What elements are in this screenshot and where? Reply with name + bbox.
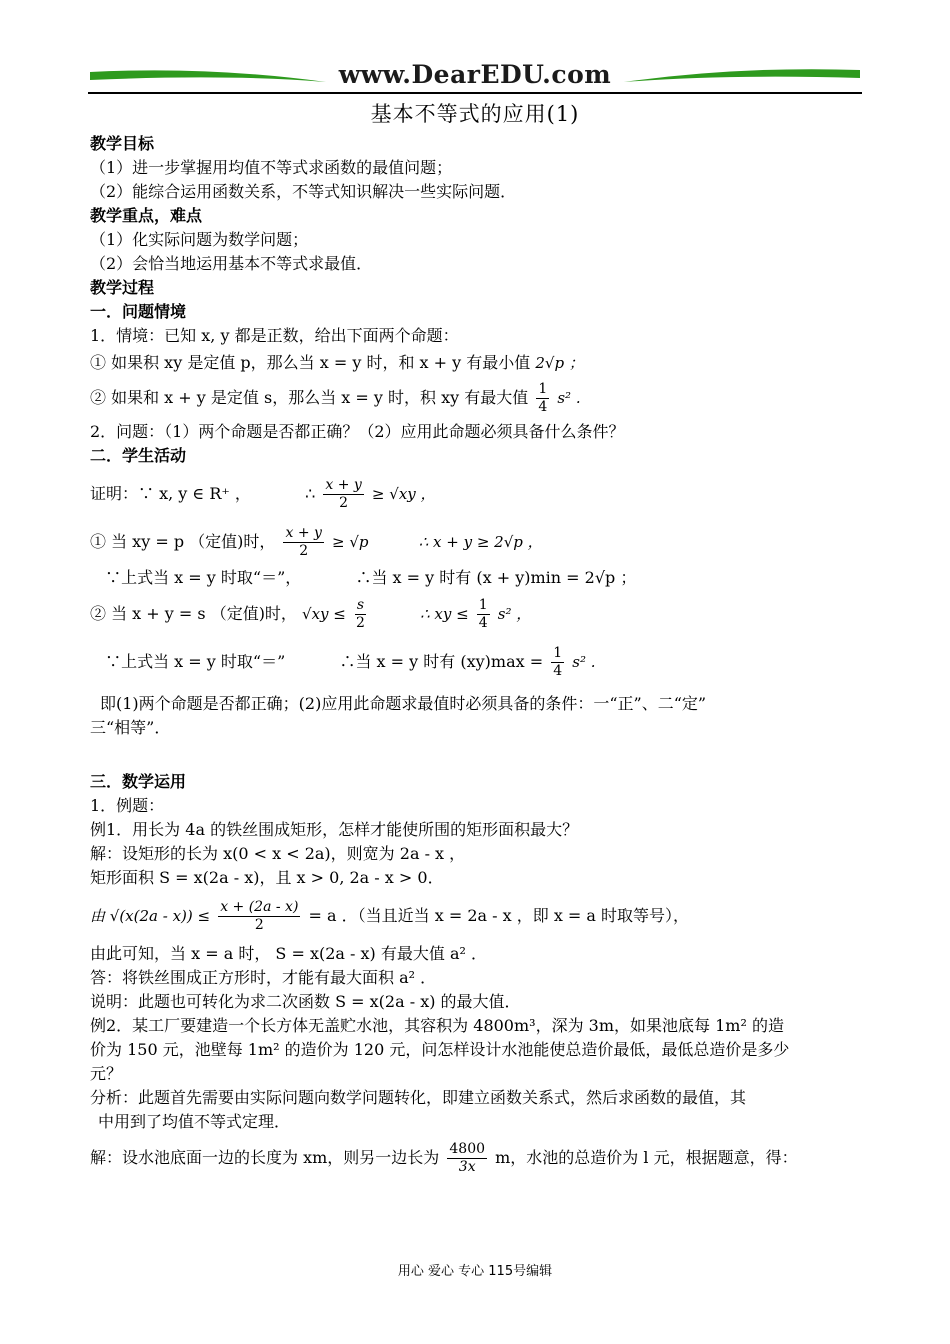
goal-item: （1）进一步掌握用均值不等式求函数的最值问题； <box>90 158 453 177</box>
proposition-1-value: 2√p ； <box>535 354 584 372</box>
section2-heading: 二．学生活动 <box>90 446 187 465</box>
numerator: s <box>356 597 364 613</box>
proof-line <box>90 474 860 514</box>
page-title: 基本不等式的应用(1) <box>370 102 580 126</box>
fraction <box>354 597 367 632</box>
numerator: 1 <box>538 381 548 397</box>
example-2-line: 元？ <box>90 1064 123 1083</box>
main-content <box>90 100 860 1178</box>
solution-line: 解：设矩形的长为 x(0 < x < 2a)，则宽为 2a - x ， <box>90 844 466 863</box>
numerator: x + y <box>325 477 362 493</box>
case-1-result: ∴ x + y ≥ 2√p ， <box>418 533 543 551</box>
case-1-inequality: ≥ √p <box>332 533 369 551</box>
case-2-result-tail: s² ， <box>497 605 532 623</box>
goal-item: （2）能综合运用函数关系，不等式知识解决一些实际问题． <box>90 182 517 201</box>
denominator: 2 <box>299 543 309 559</box>
proof-premise: 证明：∵ x, y ∈ R⁺ ， <box>90 484 251 503</box>
solution-inequality <box>90 896 860 936</box>
example-1: 例1．用长为 4a 的铁丝围成矩形，怎样才能使所围的矩形面积最大？ <box>90 820 579 839</box>
section3-heading: 三．数学运用 <box>90 772 187 791</box>
example-2-line: 价为 150 元，池壁每 1m² 的造价为 120 元，问怎样设计水池能使总造价最低，最低总造价是多少 <box>90 1040 790 1059</box>
case-2-equality-condition: ∵上式当 x = y 时取“＝” <box>105 652 286 671</box>
keypoint-item: （1）化实际问题为数学问题； <box>90 230 309 249</box>
page-footer: 用心 爱心 专心 115号编辑 <box>397 1264 553 1279</box>
numerator: x + y <box>285 525 322 541</box>
numerator: 1 <box>553 645 563 661</box>
proposition-2-text: ② 如果和 x + y 是定值 s，那么当 x = y 时，积 xy 有最大值 <box>90 388 529 407</box>
denominator: 2 <box>355 615 365 631</box>
remark-line: 说明：此题也可转化为求二次函数 S = x(2a - x) 的最大值． <box>90 992 521 1011</box>
solution-text: 解：设水池底面一边的长度为 xm，则另一边长为 <box>90 1148 440 1167</box>
case-2-maximum-tail: s² . <box>572 653 596 671</box>
fraction <box>536 381 549 416</box>
answer-line: 答：将铁丝围成正方形时，才能有最大面积 a² ． <box>90 968 437 987</box>
case-2-result: ∴ xy ≤ <box>420 605 469 623</box>
solution-line: 矩形面积 S = x(2a - x)，且 x > 0, 2a - x > 0． <box>90 868 444 887</box>
conclusion-line-1: 即(1)两个命题是否都正确；(2)应用此命题求最值时必须具备的条件：一“正”、二“定” <box>100 694 707 713</box>
section1-heading: 一．问题情境 <box>90 302 187 321</box>
denominator: 4 <box>478 615 488 631</box>
proof-conclusion: ≥ √xy ， <box>371 485 436 503</box>
inequality-right: = a ．（当且近当 x = 2a - x ，即 x = a 时取等号）， <box>308 906 690 925</box>
fraction <box>218 899 300 934</box>
denominator: 2 <box>254 917 264 933</box>
case-2-maximum: ∴当 x = y 时有 (xy)max = <box>339 652 544 671</box>
goals-heading: 教学目标 <box>90 134 155 153</box>
denominator: 3x <box>458 1159 476 1175</box>
fraction <box>447 1141 487 1176</box>
case-1-equality-condition: ∵上式当 x = y 时取“＝”， <box>105 568 302 587</box>
case-1-condition: ① 当 xy = p （定值)时， <box>90 532 276 551</box>
case-1-equality <box>90 562 860 594</box>
denominator: 4 <box>538 399 548 415</box>
numerator: 1 <box>478 597 488 613</box>
case-2-line <box>90 594 860 634</box>
case-2-equality <box>90 642 860 682</box>
example-2-solution <box>90 1138 860 1178</box>
solution-text-tail: m，水池的总造价为 l 元，根据题意，得： <box>495 1148 798 1167</box>
proposition-1 <box>90 348 860 378</box>
denominator: 2 <box>339 495 349 511</box>
case-1-line <box>90 522 860 562</box>
numerator: 4800 <box>449 1141 486 1157</box>
analysis-line: 中用到了均值不等式定理． <box>98 1112 291 1131</box>
example-2-line: 例2．某工厂要建造一个长方体无盖贮水池，其容积为 4800m³，深为 3m，如果池底每 1m² 的造 <box>90 1016 784 1035</box>
analysis-line: 分析：此题首先需要由实际问题向数学问题转化，即建立函数关系式，然后求函数的最值，其 <box>90 1088 747 1107</box>
solution-line: 由此可知，当 x = a 时， S = x(2a - x) 有最大值 a² ． <box>90 944 487 963</box>
fraction <box>323 477 363 512</box>
question-line: 2．问题：（1）两个命题是否都正确？（2）应用此命题必须具备什么条件？ <box>90 422 625 441</box>
conclusion-line-2: 三“相等”． <box>90 718 171 737</box>
therefore-symbol: ∴ <box>305 484 316 503</box>
numerator: x + (2a - x) <box>220 899 299 915</box>
process-heading: 教学过程 <box>90 278 155 297</box>
situation-line: 1．情境：已知 x, y 都是正数，给出下面两个命题： <box>90 326 459 345</box>
keypoints-heading: 教学重点，难点 <box>90 206 203 225</box>
fraction <box>283 525 323 560</box>
proposition-2-value: s² . <box>557 389 581 407</box>
site-logo-text: www.DearEDU.com <box>338 60 612 89</box>
denominator: 4 <box>553 663 563 679</box>
case-2-condition: ② 当 x + y = s （定值)时， <box>90 604 297 623</box>
fraction <box>477 597 490 632</box>
header-rule <box>88 92 862 94</box>
proposition-2 <box>90 378 860 418</box>
case-1-minimum: ∴当 x = y 时有 (x + y)min = 2√p ； <box>355 568 637 587</box>
proposition-1-text: ① 如果积 xy 是定值 p，那么当 x = y 时，和 x + y 有最小值 <box>90 353 531 372</box>
keypoint-item: （2）会恰当地运用基本不等式求最值． <box>90 254 373 273</box>
case-2-inequality: √xy ≤ <box>302 605 346 623</box>
fraction <box>551 645 564 680</box>
examples-label: 1．例题： <box>90 796 165 815</box>
inequality-left: 由 √(x(2a - x)) ≤ <box>90 907 211 925</box>
